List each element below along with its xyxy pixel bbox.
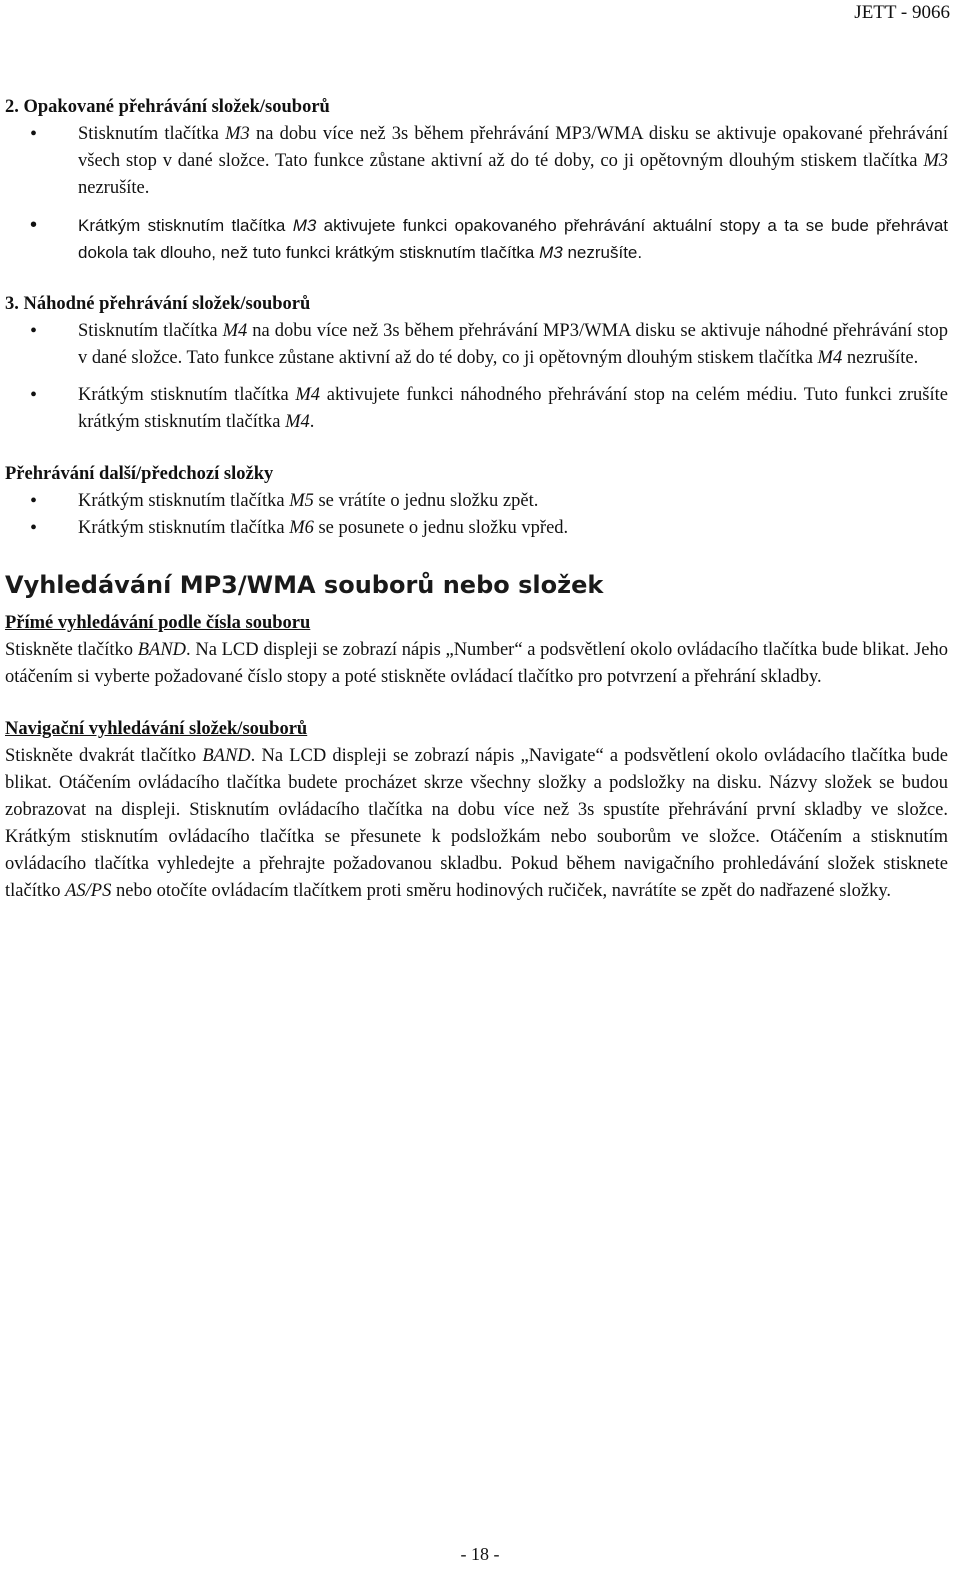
button-ref: M6	[289, 518, 314, 538]
section-heading-random: 3. Náhodné přehrávání složek/souborů	[5, 294, 311, 314]
list-item: • Krátkým stisknutím tlačítka M4 aktivujete funkci náhodného přehrávání stop na celém médiu. Tuto funkci zrušíte krátkým stisknutím tlačítka M4.	[5, 382, 948, 436]
button-ref: M4	[295, 385, 321, 405]
button-ref: BAND	[137, 640, 187, 660]
button-ref: M4	[817, 348, 843, 368]
page-title: Vyhledávání MP3/WMA souborů nebo složek	[5, 571, 604, 599]
navigation-search-paragraph: Stiskněte dvakrát tlačítko BAND. Na LCD displeji se zobrazí nápis „Navigate“ a podsvětlení okolo ovládacího tlačítka bude blikat. Otáčením ovládacího tlačítka budete procházet skrze všechny složky a podsložky na disku. Názvy složek se budou zobrazovat na displeji. Stisknutím ovládacího tlačítka na dobu více než 3s spustíte přehrávání první skladby ve složce. Krátkým stisknutím ovládacího tlačítka se přesunete k podsložkám nebo souborům ve složce. Otáčením a stisknutím ovládacího tlačítka vyhledejte a přehrajte požadovanou skladbu. Pokud během navigačního prohledávání složek stisknete tlačítko AS/PS nebo otočíte ovládacím tlačítkem proti směru hodinových ručiček, navrátíte se zpět do nadřazené složky.	[5, 746, 948, 901]
button-ref: M4	[222, 321, 248, 341]
section-heading-folder-nav: Přehrávání další/předchozí složky	[5, 464, 274, 484]
random-bullet-list	[5, 318, 948, 436]
page-number: - 18 -	[460, 1544, 500, 1564]
list-item: • Krátkým stisknutím tlačítka M3 aktivujete funkci opakovaného přehrávání aktuální stopy a ta se bude přehrávat dokola tak dlouho, než tuto funkci krátkým stisknutím tlačítka M3 nezrušíte.	[5, 212, 948, 266]
list-item: • Krátkým stisknutím tlačítka M5 se vrátíte o jednu složku zpět.	[5, 488, 948, 515]
button-ref: M5	[289, 491, 314, 511]
document-code: JETT - 9066	[854, 2, 950, 23]
navigation-search-heading: Navigační vyhledávání složek/souborů	[5, 719, 308, 739]
button-ref: M3	[225, 124, 250, 144]
direct-search-paragraph: Stiskněte tlačítko BAND. Na LCD displeji se zobrazí nápis „Number“ a podsvětlení okolo ovládacího tlačítka bude blikat. Jeho otáčením si vyberte požadované číslo stopy a poté stiskněte ovládací tlačítko pro potvrzení a přehrání skladby.	[5, 640, 949, 687]
content	[5, 94, 948, 905]
button-ref: M3	[292, 216, 317, 235]
button-ref: M3	[539, 243, 563, 262]
folder-nav-bullet-list	[5, 488, 948, 542]
section-heading-repeat: 2. Opakované přehrávání složek/souborů	[5, 97, 330, 117]
button-ref: AS/PS	[65, 881, 112, 901]
repeat-bullet-list	[5, 121, 948, 266]
button-ref: BAND	[202, 746, 251, 766]
list-item: • Krátkým stisknutím tlačítka M6 se posunete o jednu složku vpřed.	[5, 515, 948, 542]
direct-search-heading: Přímé vyhledávání podle čísla souboru	[5, 613, 311, 633]
list-item: • Stisknutím tlačítka M3 na dobu více než 3s během přehrávání MP3/WMA disku se aktivuje opakované přehrávání všech stop v dané složce. Tato funkce zůstane aktivní až do té doby, co ji opětovným dlouhým stiskem tlačítka M3 nezrušíte.	[5, 121, 948, 202]
button-ref: M4	[285, 412, 310, 432]
button-ref: M3	[923, 151, 948, 171]
list-item: • Stisknutím tlačítka M4 na dobu více než 3s během přehrávání MP3/WMA disku se aktivuje náhodné přehrávání stop v dané složce. Tato funkce zůstane aktivní až do té doby, co ji opětovným dlouhým stiskem tlačítka M4 nezrušíte.	[5, 318, 948, 372]
